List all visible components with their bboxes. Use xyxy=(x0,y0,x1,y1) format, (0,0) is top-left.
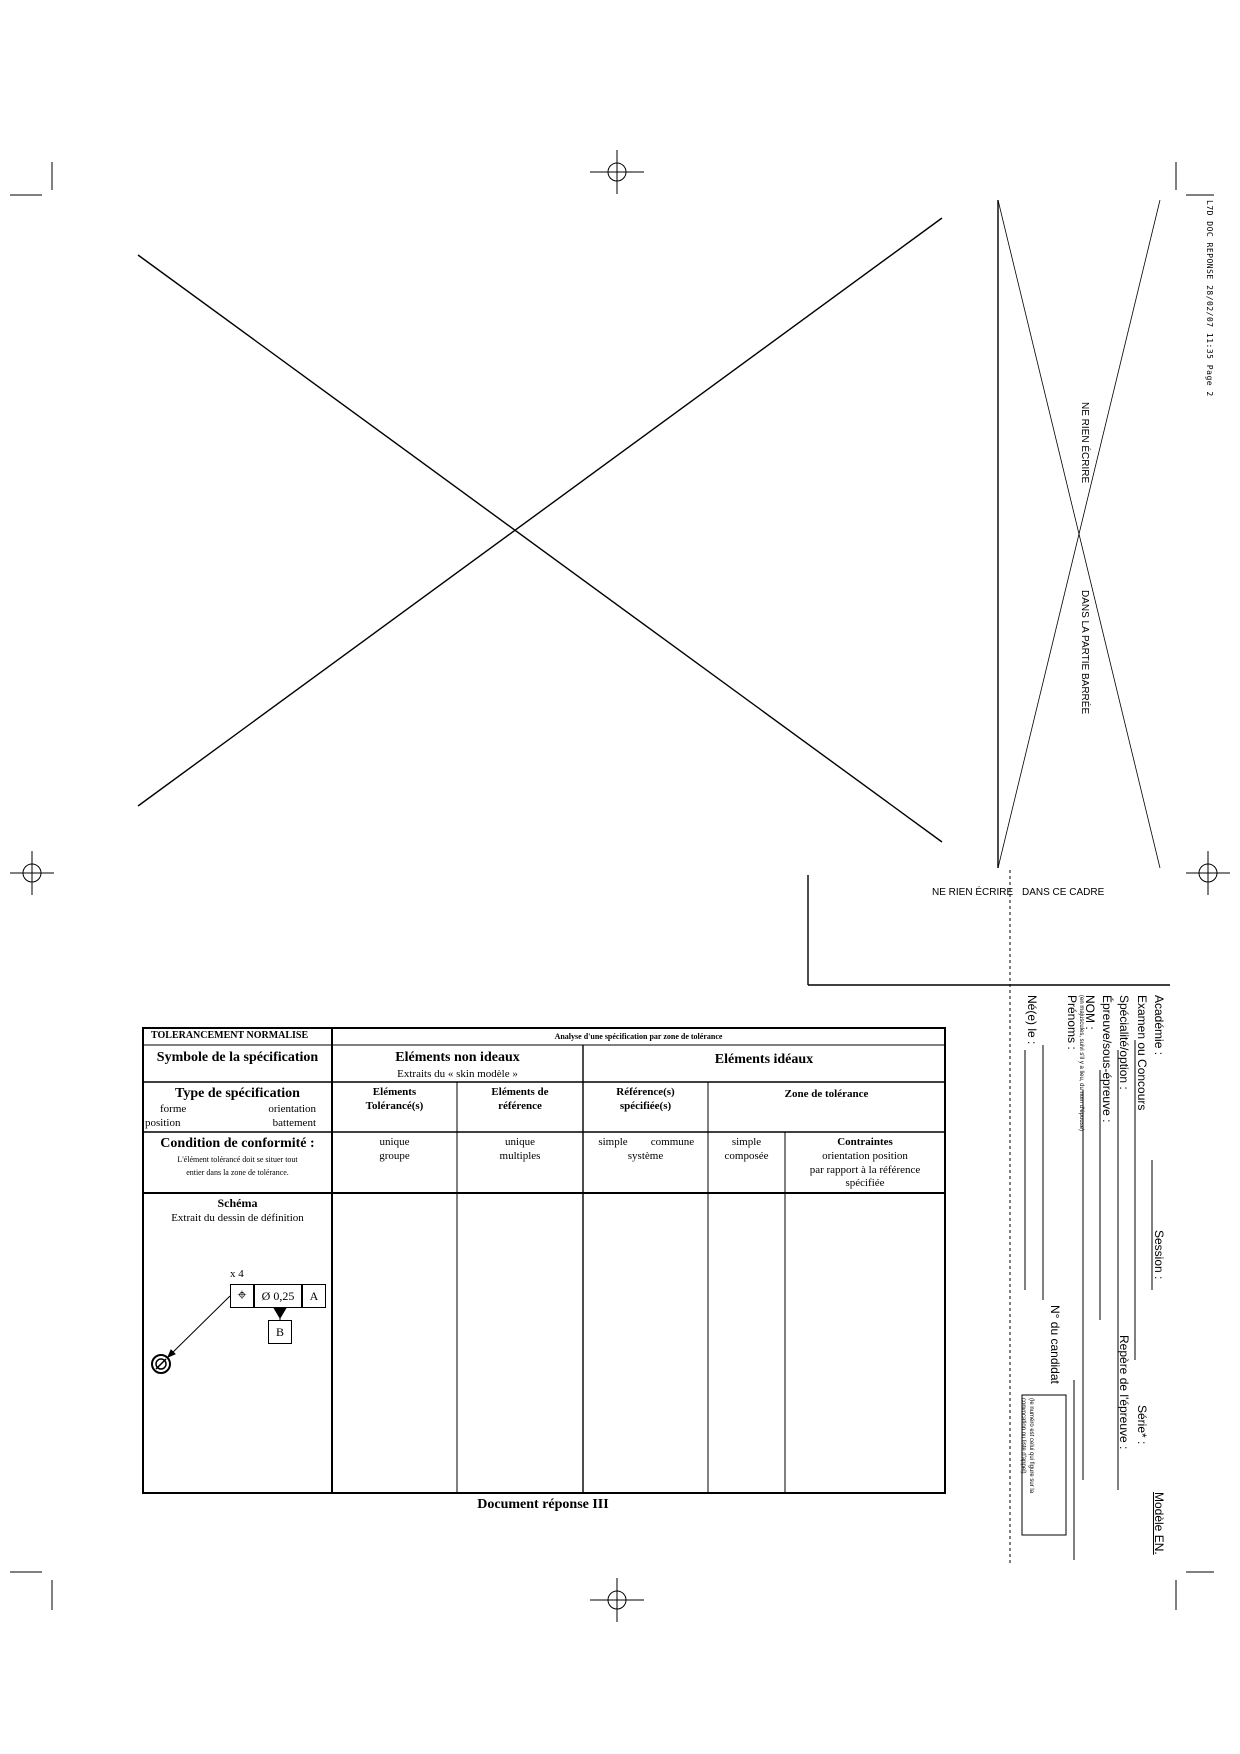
schema-sub: Extrait du dessin de définition xyxy=(171,1212,304,1224)
serie-label: Série* : xyxy=(1135,1405,1149,1445)
position-tolerance-icon: ⌖ xyxy=(230,1284,254,1308)
ideaux-header: Eléments idéaux xyxy=(714,1052,814,1067)
tol-title: TOLERANCEMENT NORMALISE xyxy=(151,1030,309,1041)
candidat-note-1: (le numéro est celui qui figure sur la xyxy=(1028,1398,1034,1494)
systeme: système xyxy=(627,1150,664,1162)
unique-1: unique xyxy=(379,1136,410,1148)
modele-label: Modèle EN. xyxy=(1152,1492,1166,1555)
contraintes: Contraintes xyxy=(837,1136,893,1148)
ref-spec-1: Référence(s) xyxy=(616,1086,675,1098)
tolerance-value: Ø 0,25 xyxy=(254,1284,302,1308)
repere-label: Repère de l'épreuve : xyxy=(1117,1335,1131,1450)
frame-text-right: DANS CE CADRE xyxy=(1022,887,1105,898)
commune: commune xyxy=(650,1136,695,1148)
nom-label: NOM : xyxy=(1083,995,1097,1030)
x4-label: x 4 xyxy=(230,1268,244,1280)
orient-pos: orientation position xyxy=(822,1150,908,1162)
schema-header: Schéma xyxy=(217,1196,258,1210)
condition-text-1: L'élément tolérancé doit se situer tout xyxy=(177,1155,298,1164)
elem-ref-1: Eléments de xyxy=(491,1086,549,1098)
page-header: L7D DOC REPONSE 28/02/07 11:35 Page 2 xyxy=(1205,200,1214,397)
ne-le-label: Né(e) le : xyxy=(1025,995,1039,1045)
analysis-title: Analyse d'une spécification par zone de tolérance xyxy=(554,1032,723,1041)
specialite-label: Spécialité/option : xyxy=(1117,995,1131,1090)
non-ideaux-header: Eléments non ideaux xyxy=(395,1050,520,1065)
type-position: position xyxy=(145,1117,181,1129)
symbole-header: Symbole de la spécification xyxy=(156,1050,319,1065)
footer-title: Document réponse III xyxy=(477,1497,609,1512)
type-battement: battement xyxy=(272,1117,316,1129)
epreuve-label: Épreuve/sous-épreuve : xyxy=(1100,995,1114,1123)
nom-note: (en majuscules, suivi s'il y a lieu, du nom d'épouse) xyxy=(1078,995,1084,1132)
datum-b: B xyxy=(268,1320,292,1344)
specifiee: spécifiée xyxy=(845,1177,885,1189)
composee: composée xyxy=(724,1150,769,1162)
zone-tol: Zone de tolérance xyxy=(784,1088,869,1100)
multiples: multiples xyxy=(499,1150,541,1162)
session-label: Session : xyxy=(1152,1230,1166,1280)
groupe: groupe xyxy=(379,1150,410,1162)
candidat-label: N° du candidat xyxy=(1048,1305,1062,1384)
frame-text-left: NE RIEN ÉCRIRE xyxy=(932,887,1014,898)
simple-1: simple xyxy=(598,1136,628,1148)
examen-label: Examen ou Concours xyxy=(1135,995,1149,1111)
simple-2: simple xyxy=(731,1136,762,1148)
academie-label: Académie : xyxy=(1152,995,1166,1056)
non-ideaux-sub: Extraits du « skin modèle » xyxy=(397,1068,518,1080)
barred-text-2: DANS LA PARTIE BARRÉE xyxy=(1079,590,1090,715)
elem-tol-2: Tolérancé(s) xyxy=(365,1100,424,1112)
candidat-note-2: convocation ou liste d'appel) xyxy=(1020,1398,1026,1474)
elem-ref-2: référence xyxy=(498,1100,542,1112)
type-spec-header: Type de spécification xyxy=(175,1086,300,1101)
datum-a: A xyxy=(302,1284,326,1308)
unique-2: unique xyxy=(505,1136,535,1148)
type-orientation: orientation xyxy=(268,1103,316,1115)
barred-text-1: NE RIEN ÉCRIRE xyxy=(1079,402,1090,484)
prenoms-label: Prénoms : xyxy=(1065,995,1079,1050)
par-rapport: par rapport à la référence xyxy=(809,1164,921,1176)
ref-spec-2: spécifiée(s) xyxy=(619,1100,672,1112)
type-forme: forme xyxy=(160,1103,187,1115)
condition-text-2: entier dans la zone de tolérance. xyxy=(186,1168,289,1177)
condition-header: Condition de conformité : xyxy=(160,1136,315,1151)
elem-tol-1: Eléments xyxy=(372,1086,417,1098)
